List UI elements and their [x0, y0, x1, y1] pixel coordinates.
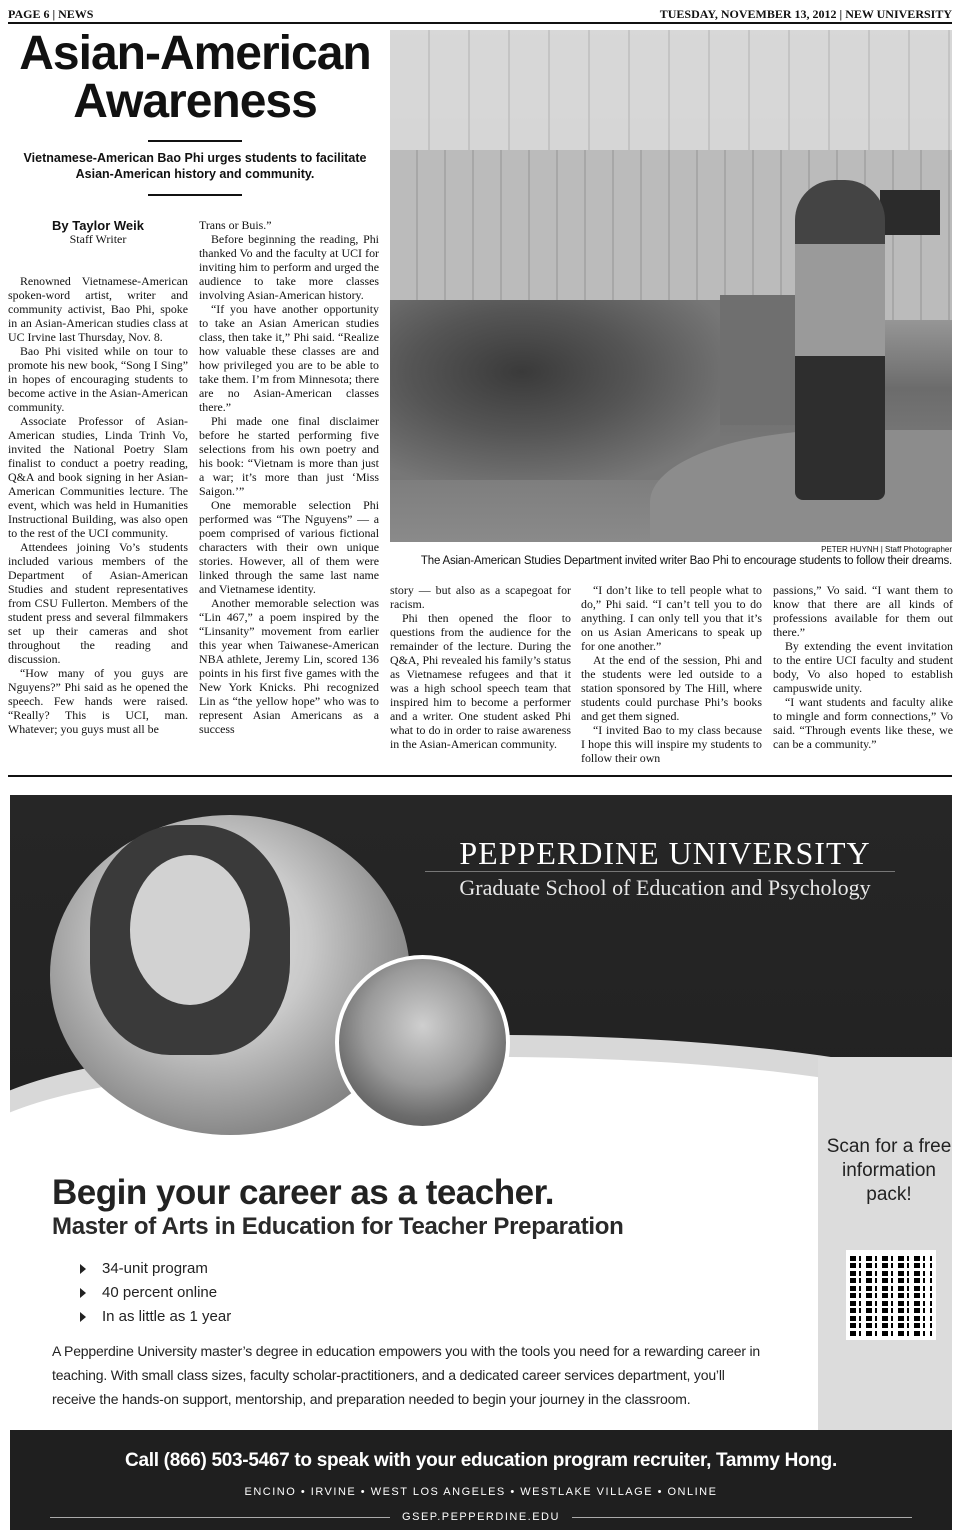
headline-line-2: Awareness — [73, 75, 317, 128]
paragraph: Phi then opened the floor to questions from the audience for the remainder of the lecture. During the Q&A, Phi revealed his family’s status as Vietnamese refugees and that it was a high school speech team that inspired him to become a performer and a writer. One student asked Phi what to do in order to raise awareness in the Asian-American community. — [390, 611, 571, 751]
issue-date-label: TUESDAY, NOVEMBER 13, 2012 | NEW UNIVERSITY — [659, 7, 952, 21]
ad-subheadline: Master of Arts in Education for Teacher Preparation — [52, 1213, 624, 1240]
ad-bullet-list — [80, 1257, 231, 1329]
ad-side-panel — [818, 1057, 952, 1430]
paragraph: One memorable selection Phi performed was “The Nguyens” — a poem comprised of various fictional characters with their own unique stories. However, all of them were linked through the same last name and Vietnamese identity. — [199, 498, 379, 596]
ad-student-photo — [335, 955, 510, 1130]
ad-name-rule — [425, 871, 895, 872]
paragraph: story — but also as a scapegoat for racism. — [390, 583, 571, 611]
photo-caption: The Asian-American Studies Department invited writer Bao Phi to encourage students to follow their dreams. — [420, 555, 952, 567]
headline-rule — [148, 140, 242, 142]
paragraph: Trans or Buis.” — [199, 218, 272, 232]
triangle-bullet-icon — [80, 1312, 86, 1322]
list-item: In as little as 1 year — [80, 1305, 231, 1329]
deck-rule — [148, 194, 242, 196]
article-column-5 — [773, 583, 953, 751]
ad-call-to-action[interactable]: Call (866) 503-5467 to speak with your education program recruiter, Tammy Hong. — [125, 1450, 837, 1471]
paragraph: Renowned Vietnamese-American spoken-word artist, writer and community activist, Bao Phi, spoke in an Asian-American studies class at UC Irvine last Thursday, Nov. 8. — [8, 274, 188, 344]
byline-name: By Taylor Weik — [52, 218, 144, 233]
list-item: 34-unit program — [80, 1257, 231, 1281]
photo-credit: PETER HUYNH | Staff Photographer — [821, 545, 952, 554]
ad-locations: ENCINO • IRVINE • WEST LOS ANGELES • WESTLAKE VILLAGE • ONLINE — [244, 1486, 718, 1498]
byline — [8, 218, 188, 246]
paragraph: By extending the event invitation to the entire UCI faculty and student body, Vo also hoped to establish campuswide unity. — [773, 639, 953, 695]
photo-speaker — [795, 180, 885, 500]
paragraph: “How many of you guys are Nguyens?” Phi said as he opened the speech. Few hands were raised. “Really? This is UCI, man. Whatever; you guys must all be — [8, 666, 188, 736]
photo-ceiling — [390, 30, 952, 150]
masthead-rule — [8, 22, 952, 24]
article-headline — [8, 27, 382, 128]
ad-url-row — [50, 1510, 912, 1524]
list-item: 40 percent online — [80, 1281, 231, 1305]
photo-screen — [880, 190, 940, 235]
paragraph: “I don’t like to tell people what to do,” Phi said. “I can’t tell you to do anything. I can only tell you that it’s on us Asian Americans to speak up for one another.” — [581, 583, 762, 653]
qr-code-icon[interactable] — [846, 1250, 936, 1340]
paragraph: “I want students and faculty alike to mingle and form connections,” Vo said. “Through events like these, we can be a community.” — [773, 695, 953, 751]
byline-role: Staff Writer — [69, 232, 127, 246]
headline-line-1: Asian-American — [19, 27, 371, 80]
article-column-1 — [8, 274, 188, 736]
article-column-4 — [581, 583, 762, 765]
divider — [50, 1517, 390, 1518]
ad-headline: Begin your career as a teacher. — [52, 1173, 554, 1212]
ad-body-text: A Pepperdine University master’s degree in education empowers you with the tools you need for a rewarding career in teaching. With small class sizes, faculty scholar-practitioners, and a dedicated career services department, you’ll receive the hands-on support, mentorship, and preparation needed to begin your journey in the classroom. — [52, 1343, 760, 1407]
paragraph: “I invited Bao to my class because I hope this will inspire my students to follow their own — [581, 723, 762, 765]
pepperdine-advertisement[interactable] — [10, 795, 952, 1530]
ad-website-link[interactable]: GSEP.PEPPERDINE.EDU — [402, 1511, 560, 1523]
divider — [572, 1517, 912, 1518]
paragraph: Another memorable selection was “Lin 467,” a poem inspired by the “Linsanity” movement from earlier this year when Taiwanese-American NBA athlete, Jeremy Lin, scored 136 points in his first five games with the New York Knicks. Phi recognized Lin as “the yellow hope” who was to represent Asian Americans as a success — [199, 596, 379, 736]
article-bottom-rule — [8, 775, 952, 777]
paragraph: “If you have another opportunity to take an Asian American studies class, then take it,” Phi said. “Realize how valuable these classes are and how privileged you are to be able to take them. I’m from Minnesota; there are no Asian-American classes there.” — [199, 302, 379, 414]
paragraph: Phi made one final disclaimer before he started performing five selections from his own poetry and his book: “Vietnam is more than just a war; it’s more than just ‘Miss Saigon.’” — [199, 414, 379, 498]
paragraph: At the end of the session, Phi and the students were led outside to a station sponsored by The Hill, where students could purchase Phi’s books and get them signed. — [581, 653, 762, 723]
paragraph: passions,” Vo said. “I want them to know that there are all kinds of professions available for them out there.” — [773, 583, 953, 639]
photo-doors — [720, 295, 800, 425]
triangle-bullet-icon — [80, 1264, 86, 1274]
article-column-2 — [199, 218, 379, 736]
ad-scan-prompt: Scan for a free information pack! — [826, 1136, 952, 1205]
ad-university-name: PEPPERDINE UNIVERSITY — [459, 835, 871, 871]
ad-school-name: Graduate School of Education and Psychology — [459, 875, 871, 900]
masthead — [8, 6, 952, 22]
paragraph: Bao Phi visited while on tour to promote his new book, “Song I Sing” in hopes of encouraging students to become active in the Asian-American community. — [8, 344, 188, 414]
triangle-bullet-icon — [80, 1288, 86, 1298]
article-photo — [390, 30, 952, 542]
paragraph: Associate Professor of Asian-American studies, Linda Trinh Vo, invited the National Poetry Slam finalist to conduct a poetry reading, Q&A and book signing in her Asian-American Communities lecture. The event, which was held in Humanities Instructional Building, was also open to the rest of the UCI community. — [8, 414, 188, 540]
paragraph: Before beginning the reading, Phi thanked Vo and the faculty at UCI for inviting him to perform and urged the audience to take more classes involving Asian-American history. — [199, 232, 379, 302]
paragraph: Attendees joining Vo’s students included various members of the Department of Asian-American Studies and student representatives from CSU Fullerton. Members of the student press and several filmmakers set up their cameras and shot throughout the reading and discussion. — [8, 540, 188, 666]
article-deck: Vietnamese-American Bao Phi urges students to facilitate Asian-American history and community. — [23, 151, 367, 181]
ad-footer — [10, 1430, 952, 1530]
ad-teacher-face — [130, 855, 250, 1005]
article-column-3 — [390, 583, 571, 751]
photo-audience — [390, 300, 720, 480]
page-section-label: PAGE 6 | NEWS — [8, 7, 94, 21]
